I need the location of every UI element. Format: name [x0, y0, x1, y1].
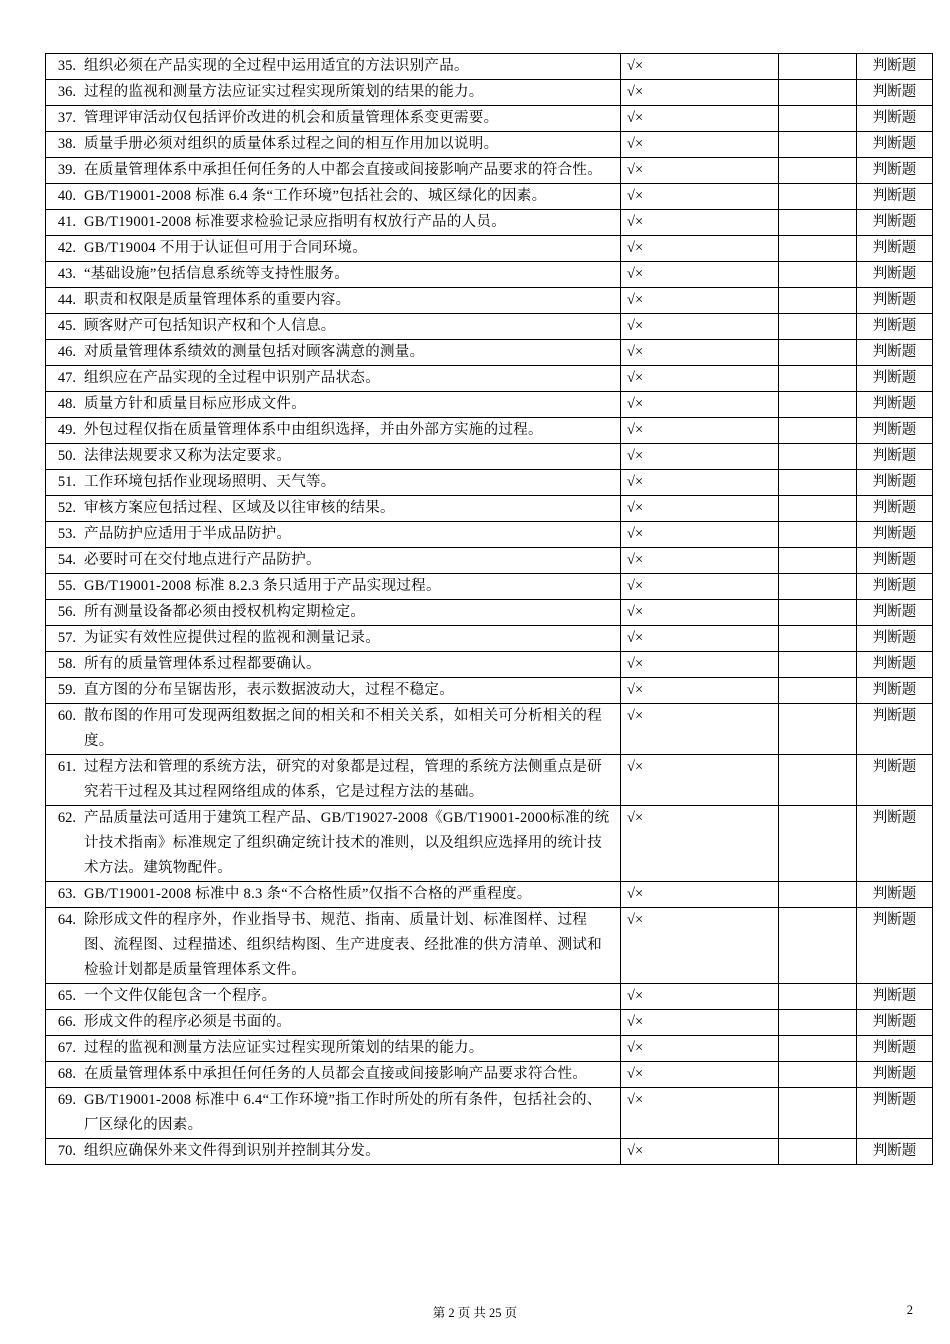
- answer-blank-cell: [779, 288, 857, 314]
- question-cell: [46, 984, 621, 1010]
- question-number: 55.: [57, 578, 76, 594]
- question-text: 过程方法和管理的系统方法，研究的对象都是过程，管理的系统方法侧重点是研究若干过程及其过程网络组成的体系，它是过程方法的基础。: [84, 759, 602, 800]
- table-row: [46, 288, 933, 314]
- answer-options: √×: [621, 236, 779, 262]
- question-cell: [46, 755, 621, 806]
- table-row: [46, 1088, 933, 1139]
- answer-options: √×: [621, 496, 779, 522]
- question-number: 66.: [57, 1014, 76, 1030]
- question-number: 63.: [57, 886, 76, 902]
- question-cell: [46, 418, 621, 444]
- answer-blank-cell: [779, 522, 857, 548]
- question-type: 判断题: [857, 1062, 933, 1088]
- answer-blank-cell: [779, 806, 857, 882]
- question-text: 组织应在产品实现的全过程中识别产品状态。: [84, 370, 380, 386]
- question-cell: [46, 236, 621, 262]
- question-number: 54.: [57, 552, 76, 568]
- question-type: 判断题: [857, 54, 933, 80]
- answer-blank-cell: [779, 1010, 857, 1036]
- question-text: 为证实有效性应提供过程的监视和测量记录。: [84, 630, 380, 646]
- question-type: 判断题: [857, 132, 933, 158]
- question-text: 直方图的分布呈锯齿形，表示数据波动大，过程不稳定。: [84, 682, 454, 698]
- question-number: 51.: [57, 474, 76, 490]
- question-type: 判断题: [857, 80, 933, 106]
- question-cell: [46, 496, 621, 522]
- answer-blank-cell: [779, 1139, 857, 1165]
- answer-blank-cell: [779, 80, 857, 106]
- answer-blank-cell: [779, 626, 857, 652]
- question-text: 质量手册必须对组织的质量体系过程之间的相互作用加以说明。: [84, 136, 499, 152]
- answer-options: √×: [621, 314, 779, 340]
- answer-options: √×: [621, 210, 779, 236]
- table-row: [46, 80, 933, 106]
- question-type: 判断题: [857, 236, 933, 262]
- table-row: [46, 184, 933, 210]
- table-row: [46, 1139, 933, 1165]
- answer-blank-cell: [779, 1036, 857, 1062]
- table-row: [46, 908, 933, 984]
- answer-options: √×: [621, 288, 779, 314]
- answer-options: √×: [621, 882, 779, 908]
- answer-blank-cell: [779, 236, 857, 262]
- answer-options: √×: [621, 1036, 779, 1062]
- answer-options: √×: [621, 392, 779, 418]
- answer-blank-cell: [779, 418, 857, 444]
- answer-options: √×: [621, 366, 779, 392]
- answer-blank-cell: [779, 54, 857, 80]
- question-cell: [46, 262, 621, 288]
- question-number: 36.: [57, 84, 76, 100]
- question-number: 60.: [57, 708, 76, 724]
- answer-options: √×: [621, 1010, 779, 1036]
- answer-blank-cell: [779, 210, 857, 236]
- table-row: [46, 132, 933, 158]
- question-type: 判断题: [857, 626, 933, 652]
- question-text: 职责和权限是质量管理体系的重要内容。: [84, 292, 351, 308]
- question-cell: [46, 908, 621, 984]
- question-cell: [46, 80, 621, 106]
- question-type: 判断题: [857, 210, 933, 236]
- question-cell: [46, 210, 621, 236]
- table-row: [46, 984, 933, 1010]
- answer-blank-cell: [779, 652, 857, 678]
- question-type: 判断题: [857, 1088, 933, 1139]
- answer-blank-cell: [779, 755, 857, 806]
- question-cell: [46, 392, 621, 418]
- answer-blank-cell: [779, 600, 857, 626]
- table-row: [46, 704, 933, 755]
- answer-options: √×: [621, 600, 779, 626]
- question-type: 判断题: [857, 184, 933, 210]
- question-type: 判断题: [857, 262, 933, 288]
- question-text: “基础设施”包括信息系统等支持性服务。: [84, 266, 350, 282]
- question-number: 38.: [57, 136, 76, 152]
- question-cell: [46, 1139, 621, 1165]
- question-number: 42.: [57, 240, 76, 256]
- question-number: 37.: [57, 110, 76, 126]
- table-row: [46, 574, 933, 600]
- table-row: [46, 1010, 933, 1036]
- question-type: 判断题: [857, 1139, 933, 1165]
- answer-blank-cell: [779, 678, 857, 704]
- table-row: [46, 496, 933, 522]
- answer-options: √×: [621, 574, 779, 600]
- answer-blank-cell: [779, 366, 857, 392]
- table-row: [46, 678, 933, 704]
- table-row: [46, 806, 933, 882]
- question-type: 判断题: [857, 908, 933, 984]
- table-row: [46, 366, 933, 392]
- answer-blank-cell: [779, 984, 857, 1010]
- question-text: 顾客财产可包括知识产权和个人信息。: [84, 318, 336, 334]
- question-text: 必要时可在交付地点进行产品防护。: [84, 552, 321, 568]
- question-cell: [46, 806, 621, 882]
- question-cell: [46, 340, 621, 366]
- table-row: [46, 340, 933, 366]
- question-type: 判断题: [857, 652, 933, 678]
- question-type: 判断题: [857, 392, 933, 418]
- page-count-label: 第 2 页 共 25 页: [432, 1306, 518, 1320]
- question-cell: [46, 882, 621, 908]
- question-type: 判断题: [857, 288, 933, 314]
- question-text: GB/T19001-2008 标准 6.4 条“工作环境”包括社会的、城区绿化的因素。: [84, 188, 547, 204]
- question-text: 在质量管理体系中承担任何任务的人员都会直接或间接影响产品要求符合性。: [84, 1066, 588, 1082]
- question-text: 散布图的作用可发现两组数据之间的相关和不相关关系，如相关可分析相关的程度。: [84, 708, 602, 749]
- answer-blank-cell: [779, 158, 857, 184]
- question-cell: [46, 132, 621, 158]
- question-number: 48.: [57, 396, 76, 412]
- question-text: 法律法规要求又称为法定要求。: [84, 448, 292, 464]
- question-text: GB/T19001-2008 标准 8.2.3 条只适用于产品实现过程。: [84, 578, 441, 594]
- table-row: [46, 600, 933, 626]
- question-type: 判断题: [857, 806, 933, 882]
- question-cell: [46, 184, 621, 210]
- answer-options: √×: [621, 1088, 779, 1139]
- table-row: [46, 522, 933, 548]
- question-text: 在质量管理体系中承担任何任务的人中都会直接或间接影响产品要求的符合性。: [84, 162, 602, 178]
- question-cell: [46, 704, 621, 755]
- page-number: 2: [906, 1303, 913, 1317]
- answer-blank-cell: [779, 444, 857, 470]
- question-text: GB/T19001-2008 标准中 8.3 条“不合格性质”仅指不合格的严重程度。: [84, 886, 532, 902]
- question-sheet: [45, 53, 932, 1165]
- question-cell: [46, 366, 621, 392]
- question-text: GB/T19001-2008 标准要求检验记录应指明有权放行产品的人员。: [84, 214, 507, 230]
- question-cell: [46, 470, 621, 496]
- question-number: 53.: [57, 526, 76, 542]
- answer-blank-cell: [779, 262, 857, 288]
- answer-options: √×: [621, 80, 779, 106]
- question-number: 59.: [57, 682, 76, 698]
- question-cell: [46, 678, 621, 704]
- question-type: 判断题: [857, 678, 933, 704]
- question-cell: [46, 444, 621, 470]
- question-type: 判断题: [857, 314, 933, 340]
- question-cell: [46, 600, 621, 626]
- answer-blank-cell: [779, 106, 857, 132]
- table-row: [46, 262, 933, 288]
- question-number: 50.: [57, 448, 76, 464]
- answer-options: √×: [621, 755, 779, 806]
- answer-blank-cell: [779, 340, 857, 366]
- question-text: 除形成文件的程序外，作业指导书、规范、指南、质量计划、标准图样、过程图、流程图、过程描述、组织结构图、生产进度表、经批准的供方清单、测试和检验计划都是质量管理体系文件。: [84, 912, 602, 978]
- question-cell: [46, 1062, 621, 1088]
- answer-options: √×: [621, 1062, 779, 1088]
- table-row: [46, 236, 933, 262]
- question-text: 外包过程仅指在质量管理体系中由组织选择，并由外部方实施的过程。: [84, 422, 543, 438]
- answer-options: √×: [621, 106, 779, 132]
- answer-options: √×: [621, 340, 779, 366]
- question-type: 判断题: [857, 340, 933, 366]
- answer-blank-cell: [779, 908, 857, 984]
- answer-options: √×: [621, 1139, 779, 1165]
- table-row: [46, 1036, 933, 1062]
- table-row: [46, 755, 933, 806]
- question-number: 62.: [57, 810, 76, 826]
- question-type: 判断题: [857, 106, 933, 132]
- question-number: 58.: [57, 656, 76, 672]
- answer-options: √×: [621, 652, 779, 678]
- answer-blank-cell: [779, 392, 857, 418]
- answer-options: √×: [621, 984, 779, 1010]
- question-number: 70.: [57, 1143, 76, 1159]
- answer-blank-cell: [779, 548, 857, 574]
- answer-options: √×: [621, 54, 779, 80]
- question-text: 所有测量设备都必须由授权机构定期检定。: [84, 604, 366, 620]
- question-text: 过程的监视和测量方法应证实过程实现所策划的结果的能力。: [84, 1040, 484, 1056]
- answer-options: √×: [621, 132, 779, 158]
- question-number: 35.: [57, 58, 76, 74]
- answer-options: √×: [621, 626, 779, 652]
- table-row: [46, 1062, 933, 1088]
- question-type: 判断题: [857, 548, 933, 574]
- answer-blank-cell: [779, 704, 857, 755]
- question-type: 判断题: [857, 882, 933, 908]
- answer-options: √×: [621, 158, 779, 184]
- question-type: 判断题: [857, 600, 933, 626]
- question-number: 43.: [57, 266, 76, 282]
- question-number: 39.: [57, 162, 76, 178]
- question-number: 46.: [57, 344, 76, 360]
- question-number: 61.: [57, 759, 76, 775]
- table-row: [46, 106, 933, 132]
- question-type: 判断题: [857, 1010, 933, 1036]
- table-row: [46, 626, 933, 652]
- question-number: 45.: [57, 318, 76, 334]
- question-type: 判断题: [857, 1036, 933, 1062]
- answer-blank-cell: [779, 184, 857, 210]
- answer-blank-cell: [779, 1062, 857, 1088]
- table-row: [46, 882, 933, 908]
- answer-blank-cell: [779, 132, 857, 158]
- question-text: 工作环境包括作业现场照明、天气等。: [84, 474, 336, 490]
- question-text: 所有的质量管理体系过程都要确认。: [84, 656, 321, 672]
- answer-options: √×: [621, 548, 779, 574]
- question-text: GB/T19004 不用于认证但可用于合同环境。: [84, 240, 368, 256]
- question-text: 形成文件的程序必须是书面的。: [84, 1014, 292, 1030]
- table-row: [46, 54, 933, 80]
- table-row: [46, 418, 933, 444]
- question-number: 49.: [57, 422, 76, 438]
- question-cell: [46, 288, 621, 314]
- question-number: 67.: [57, 1040, 76, 1056]
- answer-blank-cell: [779, 882, 857, 908]
- question-type: 判断题: [857, 444, 933, 470]
- question-cell: [46, 522, 621, 548]
- question-number: 41.: [57, 214, 76, 230]
- question-cell: [46, 1010, 621, 1036]
- table-row: [46, 392, 933, 418]
- answer-blank-cell: [779, 574, 857, 600]
- question-type: 判断题: [857, 470, 933, 496]
- answer-options: √×: [621, 444, 779, 470]
- table-row: [46, 444, 933, 470]
- question-text: 对质量管理体系绩效的测量包括对顾客满意的测量。: [84, 344, 425, 360]
- question-text: GB/T19001-2008 标准中 6.4“工作环境”指工作时所处的所有条件，包括社会的、厂区绿化的因素。: [84, 1092, 602, 1133]
- question-cell: [46, 1088, 621, 1139]
- question-type: 判断题: [857, 574, 933, 600]
- question-text: 组织应确保外来文件得到识别并控制其分发。: [84, 1143, 380, 1159]
- question-type: 判断题: [857, 984, 933, 1010]
- question-text: 组织必须在产品实现的全过程中运用适宜的方法识别产品。: [84, 58, 469, 74]
- table-row: [46, 158, 933, 184]
- question-number: 52.: [57, 500, 76, 516]
- question-cell: [46, 106, 621, 132]
- question-number: 40.: [57, 188, 76, 204]
- question-table: [45, 53, 933, 1165]
- question-text: 产品防护应适用于半成品防护。: [84, 526, 292, 542]
- answer-blank-cell: [779, 314, 857, 340]
- table-row: [46, 210, 933, 236]
- table-row: [46, 314, 933, 340]
- question-cell: [46, 574, 621, 600]
- question-number: 69.: [57, 1092, 76, 1108]
- question-number: 47.: [57, 370, 76, 386]
- question-type: 判断题: [857, 496, 933, 522]
- answer-options: √×: [621, 908, 779, 984]
- question-type: 判断题: [857, 522, 933, 548]
- table-row: [46, 470, 933, 496]
- question-cell: [46, 54, 621, 80]
- question-cell: [46, 548, 621, 574]
- answer-options: √×: [621, 806, 779, 882]
- question-text: 管理评审活动仅包括评价改进的机会和质量管理体系变更需要。: [84, 110, 499, 126]
- question-type: 判断题: [857, 704, 933, 755]
- answer-blank-cell: [779, 470, 857, 496]
- table-row: [46, 548, 933, 574]
- question-table-body: [46, 54, 933, 1165]
- answer-options: √×: [621, 262, 779, 288]
- question-type: 判断题: [857, 158, 933, 184]
- answer-options: √×: [621, 678, 779, 704]
- question-cell: [46, 314, 621, 340]
- question-text: 产品质量法可适用于建筑工程产品、GB/T19027-2008《GB/T19001-2000标准的统计技术指南》标准规定了组织确定统计技术的准则，以及组织应选择用的统计技术方法。建筑物配件。: [84, 810, 610, 876]
- question-number: 65.: [57, 988, 76, 1004]
- answer-options: √×: [621, 418, 779, 444]
- question-text: 审核方案应包括过程、区域及以往审核的结果。: [84, 500, 395, 516]
- question-type: 判断题: [857, 366, 933, 392]
- question-number: 64.: [57, 912, 76, 928]
- question-cell: [46, 158, 621, 184]
- table-row: [46, 652, 933, 678]
- answer-options: √×: [621, 184, 779, 210]
- question-type: 判断题: [857, 755, 933, 806]
- answer-options: √×: [621, 704, 779, 755]
- answer-options: √×: [621, 522, 779, 548]
- answer-blank-cell: [779, 1088, 857, 1139]
- question-type: 判断题: [857, 418, 933, 444]
- question-text: 过程的监视和测量方法应证实过程实现所策划的结果的能力。: [84, 84, 484, 100]
- question-text: 质量方针和质量目标应形成文件。: [84, 396, 306, 412]
- question-number: 44.: [57, 292, 76, 308]
- answer-blank-cell: [779, 496, 857, 522]
- question-number: 68.: [57, 1066, 76, 1082]
- question-cell: [46, 626, 621, 652]
- question-cell: [46, 1036, 621, 1062]
- question-number: 56.: [57, 604, 76, 620]
- answer-options: √×: [621, 470, 779, 496]
- question-text: 一个文件仅能包含一个程序。: [84, 988, 277, 1004]
- question-number: 57.: [57, 630, 76, 646]
- question-cell: [46, 652, 621, 678]
